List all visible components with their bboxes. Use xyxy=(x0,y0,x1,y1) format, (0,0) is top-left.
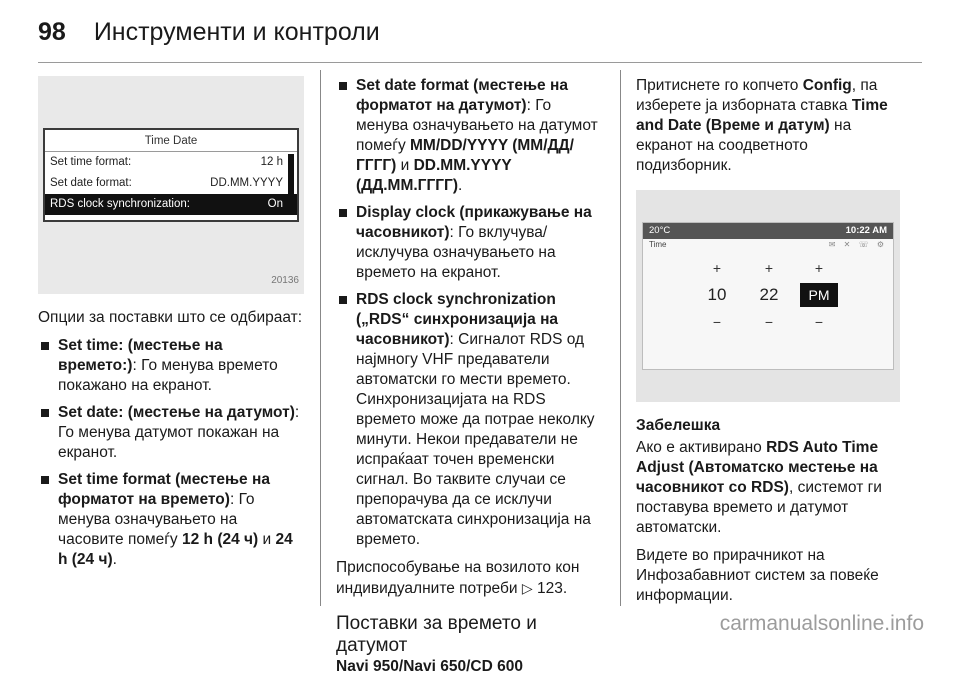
page-reference-icon: ▷ xyxy=(521,580,533,596)
option-name: Set time: (местење на времето:) xyxy=(58,337,223,374)
hour-column xyxy=(697,257,737,333)
option-description: : Го вклучува/исклучува означувањето на времето на екранот. xyxy=(356,224,556,281)
option-name: RDS clock synchronization („RDS“ синхронизација на часовникот) xyxy=(356,291,559,348)
menu-row-label: Set time format: xyxy=(50,156,132,168)
column-2 xyxy=(336,76,604,677)
instruction-text: на екранот на соодветното подизборник. xyxy=(636,117,852,174)
time-screen-figure xyxy=(636,190,900,402)
time-settings-screen xyxy=(642,222,894,370)
list-item xyxy=(336,203,604,283)
options-intro: Опции за поставки што се одбираат: xyxy=(38,309,303,326)
list-item xyxy=(38,470,304,570)
options-list xyxy=(38,336,304,570)
bullet-icon xyxy=(339,296,347,304)
section-heading: Поставки за времето и датумот xyxy=(336,613,537,656)
menu-row-time-format[interactable] xyxy=(45,152,297,173)
list-item xyxy=(38,336,304,396)
menu-scrollbar[interactable] xyxy=(288,154,294,198)
option-value: 12 h (24 ч) xyxy=(182,531,259,548)
hour-minus-button[interactable]: − xyxy=(712,314,722,330)
menu-row-value: DD.MM.YYYY xyxy=(210,177,283,189)
instruction-text: Притиснете го копчето xyxy=(636,77,803,94)
subheading: Navi 950/Navi 650/CD 600 xyxy=(336,658,523,675)
header-rule xyxy=(38,62,922,63)
menu-row-value: 12 h xyxy=(260,156,283,168)
time-date-menu xyxy=(43,128,299,222)
option-description: и xyxy=(258,531,276,548)
bullet-icon xyxy=(41,342,49,350)
time-date-figure xyxy=(38,76,304,294)
option-value: MM/DD/YYYY (ММ/ДД/ГГГГ) xyxy=(356,137,574,174)
option-description: и xyxy=(396,157,414,174)
menu-row-value: On xyxy=(267,198,283,210)
column-1 xyxy=(38,76,304,578)
list-item xyxy=(336,76,604,196)
adjust-text: Приспособување на возилото кон индивидуалните потреби xyxy=(336,559,580,597)
option-name: Set date format (местење на форматот на датумот) xyxy=(356,77,568,114)
menu-row-date-format[interactable] xyxy=(45,173,297,194)
option-name: Display clock (прикажување на часовникот) xyxy=(356,204,592,241)
option-description: . xyxy=(112,551,117,568)
adjust-end: . xyxy=(562,580,568,597)
option-description: : Го менува датумот покажан на екранот. xyxy=(58,404,300,461)
minute-minus-button[interactable]: − xyxy=(764,314,774,330)
note-feature-name: RDS Auto Time Adjust (Автоматско местење на часовникот со RDS) xyxy=(636,439,879,496)
menu-title: Time Date xyxy=(45,130,297,152)
instruction-text: , па изберете ја изборната ставка xyxy=(636,77,878,114)
bullet-icon xyxy=(339,82,347,90)
option-description: : Го менува означувањето на часовите помеѓу xyxy=(58,491,255,548)
ampm-value: PM xyxy=(800,283,838,307)
bullet-icon xyxy=(339,209,347,217)
hour-value: 10 xyxy=(707,285,727,304)
figure-caption: 20136 xyxy=(271,275,299,286)
clock-readout: 10:22 AM xyxy=(845,225,887,236)
ampm-minus-button[interactable]: − xyxy=(814,314,824,330)
minute-column xyxy=(749,257,789,333)
adjust-paragraph xyxy=(336,558,604,599)
note-label: Забелешка xyxy=(636,417,721,434)
option-description: : Го менува означувањето на датумот помеѓу xyxy=(356,97,598,154)
option-name: Set time format (местење на форматот на времето) xyxy=(58,471,270,508)
manual-reference: Видете во прирачникот на Инфозабавниот систем за повеќе информации. xyxy=(636,547,879,604)
list-item xyxy=(38,403,304,463)
page-title: Инструменти и контроли xyxy=(93,17,380,46)
menu-row-rds-sync[interactable] xyxy=(45,194,297,215)
temperature-readout: 20°C xyxy=(649,225,671,236)
note-text-part: Ако е активирано xyxy=(636,439,767,456)
config-instructions xyxy=(636,76,904,176)
column-3 xyxy=(636,76,904,614)
screen-label: Time xyxy=(649,240,667,249)
config-button-name: Config xyxy=(802,77,852,94)
column-divider xyxy=(320,70,321,606)
option-description: : Го менува времето покажано на екранот. xyxy=(58,357,278,394)
menu-row-label: RDS clock synchronization: xyxy=(50,198,190,210)
menu-item-name: Time and Date (Време и датум) xyxy=(636,97,888,134)
watermark: carmanualsonline.info xyxy=(719,612,924,635)
page-header xyxy=(38,12,380,52)
minute-value: 22 xyxy=(759,285,779,304)
note-text-part: , системот ги поставува времето и датумот автоматски. xyxy=(636,479,882,536)
menu-row-label: Set date format: xyxy=(50,177,132,189)
option-description: : Сигналот RDS од најмногу VHF предаватели автоматски го мести времето. Синхронизацијата на RDS времето може да потрае неколку минути. Некои предаватели не испраќаат точен временски сигнал. Во таквите случаи се препорачува да се исклучи автоматската синхронизација на времето. xyxy=(356,331,595,548)
option-name: Set date: (местење на датумот) xyxy=(58,404,295,421)
ampm-plus-button[interactable]: + xyxy=(814,260,824,276)
page-reference[interactable]: 123 xyxy=(536,580,563,597)
page-number: 98 xyxy=(38,17,66,46)
bullet-icon xyxy=(41,409,49,417)
status-icons: ✉ ✕ ☏ ⚙ xyxy=(828,240,887,249)
option-description: . xyxy=(458,177,463,194)
list-item xyxy=(336,290,604,550)
option-value: 24 h (24 ч) xyxy=(58,531,293,568)
options-list xyxy=(336,76,604,550)
column-divider xyxy=(620,70,621,606)
note-text xyxy=(636,438,904,538)
minute-plus-button[interactable]: + xyxy=(764,260,774,276)
ampm-column xyxy=(799,257,839,333)
screen-subbar xyxy=(643,239,893,250)
option-value: DD.MM.YYYY (ДД.ММ.ГГГГ) xyxy=(356,157,512,194)
hour-plus-button[interactable]: + xyxy=(712,260,722,276)
status-bar xyxy=(643,223,893,239)
bullet-icon xyxy=(41,476,49,484)
